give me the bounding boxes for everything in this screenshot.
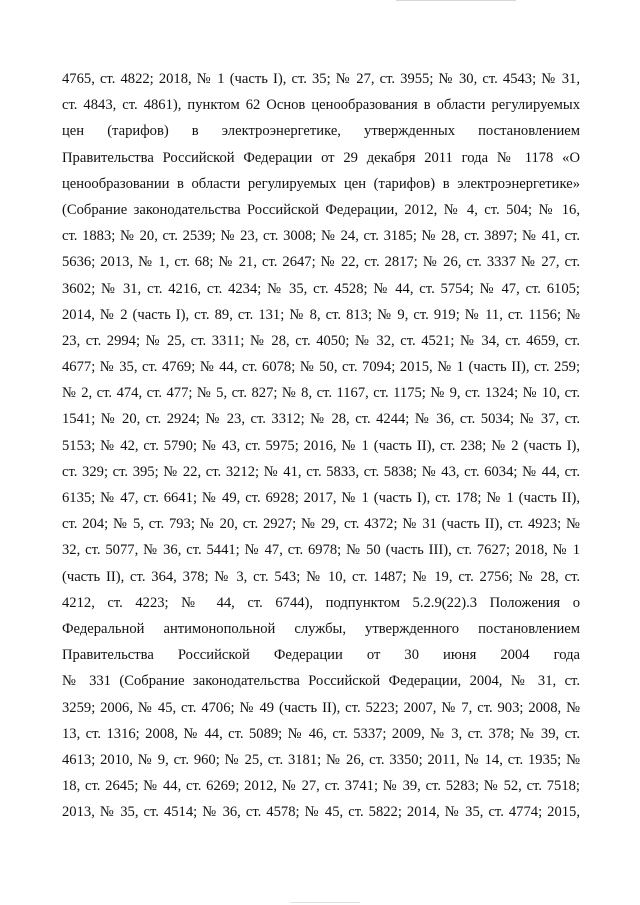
text-line: ст. 329; ст. 395; № 22, ст. 3212; № 41, ст. 5833, ст. 5838; № 43, ст. 6034; № 44, ст. xyxy=(62,463,580,480)
text-line: 13, ст. 1316; 2008, № 44, ст. 5089; № 46, ст. 5337; 2009, № 3, ст. 378; № 39, ст. xyxy=(62,725,580,742)
text-line: (Собрание законодательства Российской Федерации, 2012, № 4, ст. 504; № 16, xyxy=(62,201,580,218)
text-line: 3259; 2006, № 45, ст. 4706; № 49 (часть II), ст. 5223; 2007, № 7, ст. 903; 2008, № xyxy=(62,699,580,716)
text-line: 6135; № 47, ст. 6641; № 49, ст. 6928; 2017, № 1 (часть I), ст. 178; № 1 (часть II), xyxy=(62,490,580,506)
text-line: 4613; 2010, № 9, ст. 960; № 25, ст. 3181; № 26, ст. 3350; 2011, № 14, ст. 1935; № xyxy=(62,751,580,768)
text-line: 32, ст. 5077, № 36, ст. 5441; № 47, ст. 6978; № 50 (часть III), ст. 7627; 2018, № 1 xyxy=(62,542,580,559)
text-line: 18, ст. 2645; № 44, ст. 6269; 2012, № 27, ст. 3741; № 39, ст. 5283; № 52, ст. 7518; xyxy=(62,778,580,795)
text-line: 2014, № 2 (часть I), ст. 89, ст. 131; № 8, ст. 813; № 9, ст. 919; № 11, ст. 1156; № xyxy=(62,306,580,323)
text-line: Правительства Российской Федерации от 29 декабря 2011 года № 1178 «О xyxy=(62,149,580,166)
text-line: ценообразовании в области регулируемых цен (тарифов) в электроэнергетике» xyxy=(62,175,580,192)
text-line: Правительства Российской Федерации от 30 июня 2004 года xyxy=(62,647,580,664)
text-line: 5153; № 42, ст. 5790; № 43, ст. 5975; 2016, № 1 (часть II), ст. 238; № 2 (часть I), xyxy=(62,437,580,454)
text-line: ст. 4843, ст. 4861), пунктом 62 Основ ценообразования в области регулируемых xyxy=(62,97,580,114)
text-line: (часть II), ст. 364, 378; № 3, ст. 543; № 10, ст. 1487; № 19, ст. 2756; № 28, ст. xyxy=(62,568,580,585)
body-text xyxy=(62,66,580,825)
text-line: 2013, № 35, ст. 4514; № 36, ст. 4578; № 45, ст. 5822; 2014, № 35, ст. 4774; 2015, xyxy=(62,804,580,821)
text-line: Федеральной антимонопольной службы, утвержденного постановлением xyxy=(62,620,580,637)
text-line: ст. 204; № 5, ст. 793; № 20, ст. 2927; № 29, ст. 4372; № 31 (часть II), ст. 4923; № xyxy=(62,516,580,533)
text-line: № 2, ст. 474, ст. 477; № 5, ст. 827; № 8, ст. 1167, ст. 1175; № 9, ст. 1324; № 10, ст. xyxy=(62,385,580,402)
scan-edge-mark xyxy=(396,0,516,1)
text-line: 4677; № 35, ст. 4769; № 44, ст. 6078; № 50, ст. 7094; 2015, № 1 (часть II), ст. 259; xyxy=(62,359,580,376)
text-line: 23, ст. 2994; № 25, ст. 3311; № 28, ст. 4050; № 32, ст. 4521; № 34, ст. 4659, ст. xyxy=(62,332,580,349)
text-line: 3602; № 31, ст. 4216, ст. 4234; № 35, ст. 4528; № 44, ст. 5754; № 47, ст. 6105; xyxy=(62,280,580,297)
text-line: ст. 1883; № 20, ст. 2539; № 23, ст. 3008; № 24, ст. 3185; № 28, ст. 3897; № 41, ст. xyxy=(62,228,580,245)
text-line: цен (тарифов) в электроэнергетике, утвержденных постановлением xyxy=(62,123,580,140)
text-line: 4212, ст. 4223; № 44, ст. 6744), подпунктом 5.2.9(22).3 Положения о xyxy=(62,594,580,611)
text-line: № 331 (Собрание законодательства Российской Федерации, 2004, № 31, ст. xyxy=(62,673,580,690)
text-line: 5636; 2013, № 1, ст. 68; № 21, ст. 2647; № 22, ст. 2817; № 26, ст. 3337 № 27, ст. xyxy=(62,254,580,271)
text-line: 4765, ст. 4822; 2018, № 1 (часть I), ст. 35; № 27, ст. 3955; № 30, ст. 4543; № 31, xyxy=(62,71,580,87)
text-line: 1541; № 20, ст. 2924; № 23, ст. 3312; № 28, ст. 4244; № 36, ст. 5034; № 37, ст. xyxy=(62,411,580,428)
scan-edge-mark xyxy=(290,902,360,903)
